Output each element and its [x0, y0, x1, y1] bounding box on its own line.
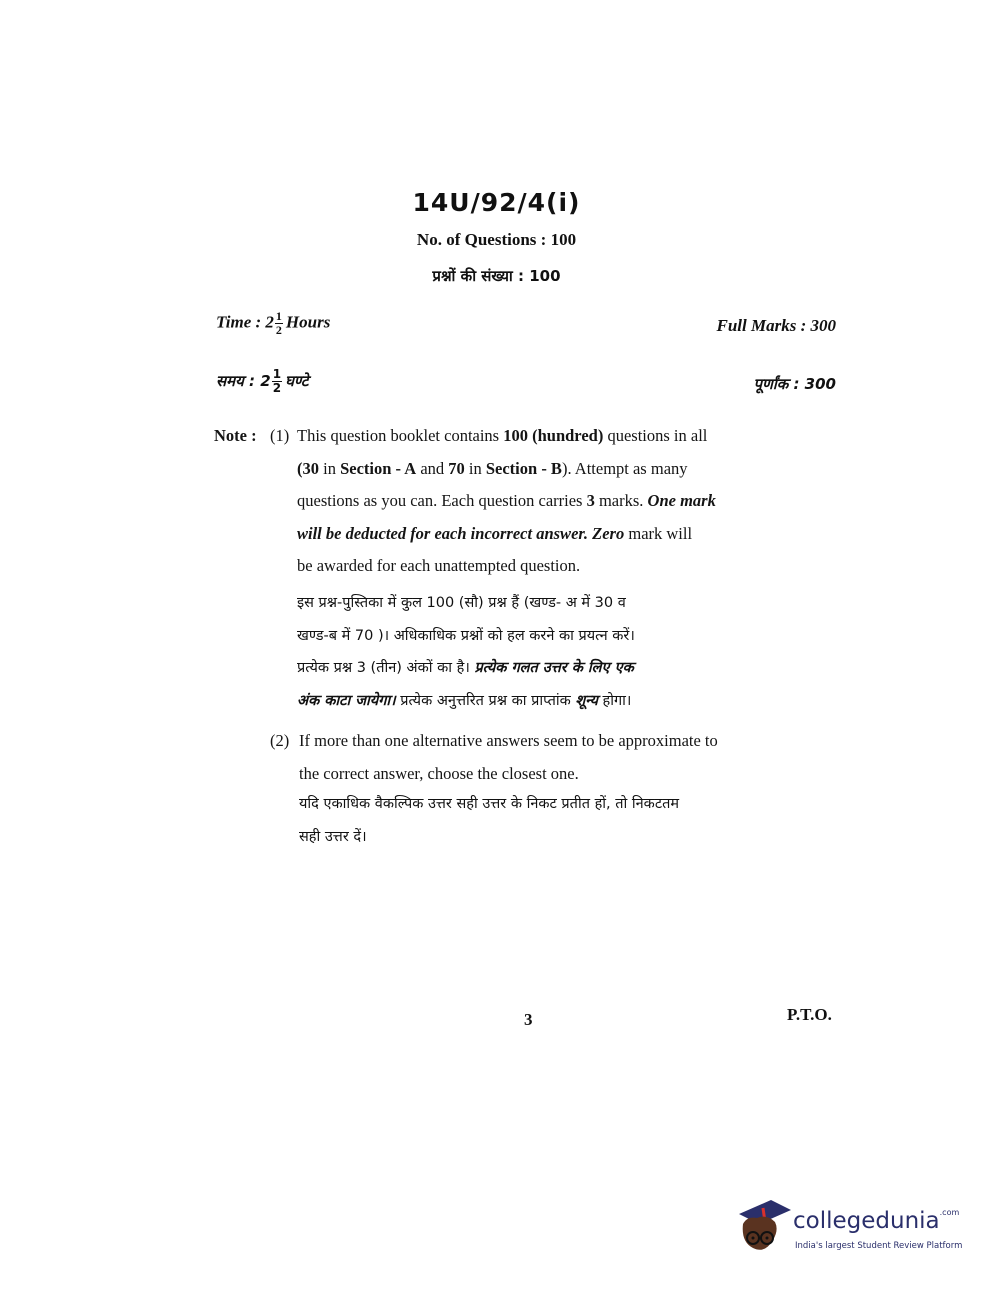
note-item2-line2: the correct answer, choose the closest one. — [299, 763, 579, 783]
note-item1-hi — [297, 587, 842, 717]
note-item2-hi-line2: सही उत्तर दें। — [299, 828, 367, 845]
full-marks-hi: पूर्णांक : 300 — [753, 375, 836, 393]
note-item1-hi-line1: इस प्रश्न-पुस्तिका में कुल 100 (सौ) प्रश्न हैं (खण्ड- अ में 30 व — [297, 595, 626, 611]
time-en: Time : 2 $\frac{1}{2}$ Hours — [216, 309, 331, 337]
note-item1-line3: questions as you can. Each question carries 3 marks. One mark — [297, 491, 716, 510]
note-item1-en — [297, 420, 842, 583]
note-item2-hi-line1: यदि एकाधिक वैकल्पिक उत्तर सही उत्तर के निकट प्रतीत हों, तो निकटतम — [299, 796, 680, 812]
fraction-half: $\frac{1}{2}$ — [275, 309, 282, 337]
brand-tagline: India's largest Student Review Platform — [795, 1241, 963, 1251]
pto-label: P.T.O. — [787, 1005, 832, 1024]
student-mascot-icon — [733, 1196, 793, 1262]
note-item1-number: (1) — [270, 426, 290, 445]
note-item1-line5: be awarded for each unattempted question. — [297, 556, 581, 575]
note-item2-en — [299, 725, 844, 790]
note-item1-hi-line4: अंक काटा जायेगा। प्रत्येक अनुत्तरित प्रश्न का प्राप्तांक शून्य होगा। — [297, 692, 632, 709]
note-item1-hi-line2: खण्ड-ब में 70 )। अधिकाधिक प्रश्नों को हल करने का प्रयत्न करें। — [297, 627, 635, 644]
questions-count-hi: प्रश्नों की संख्या : 100 — [432, 267, 561, 285]
fraction-half-hi: $\frac{1}{2}$ — [272, 367, 282, 395]
time-hi: समय : 2 $\frac{1}{2}$ घण्टे — [216, 367, 309, 395]
full-marks-en: Full Marks : 300 — [716, 316, 836, 335]
note-item1-hi-line3: प्रत्येक प्रश्न 3 (तीन) अंकों का है। प्रत्येक गलत उत्तर के लिए एक — [297, 660, 634, 676]
note-item1-line2: (30 in Section - A and 70 in Section - B). Attempt as many — [297, 458, 688, 478]
note-item1-line4: will be deducted for each incorrect answer. Zero mark will — [297, 523, 693, 543]
note-item2-number: (2) — [270, 731, 290, 750]
collegedunia-watermark — [733, 1196, 963, 1266]
questions-count-en: No. of Questions : 100 — [416, 230, 577, 249]
note-item2-hi — [299, 788, 844, 853]
note-item2-line1: If more than one alternative answers seem to be approximate to — [299, 731, 718, 750]
page-number: 3 — [524, 1010, 533, 1029]
paper-code: 14U/92/4(i) — [412, 188, 581, 217]
note-label: Note : — [214, 426, 257, 445]
note-item1-line1: This question booklet contains 100 (hundred) questions in all — [297, 426, 708, 445]
brand-name: collegedunia$^{.com}$ — [793, 1208, 960, 1234]
